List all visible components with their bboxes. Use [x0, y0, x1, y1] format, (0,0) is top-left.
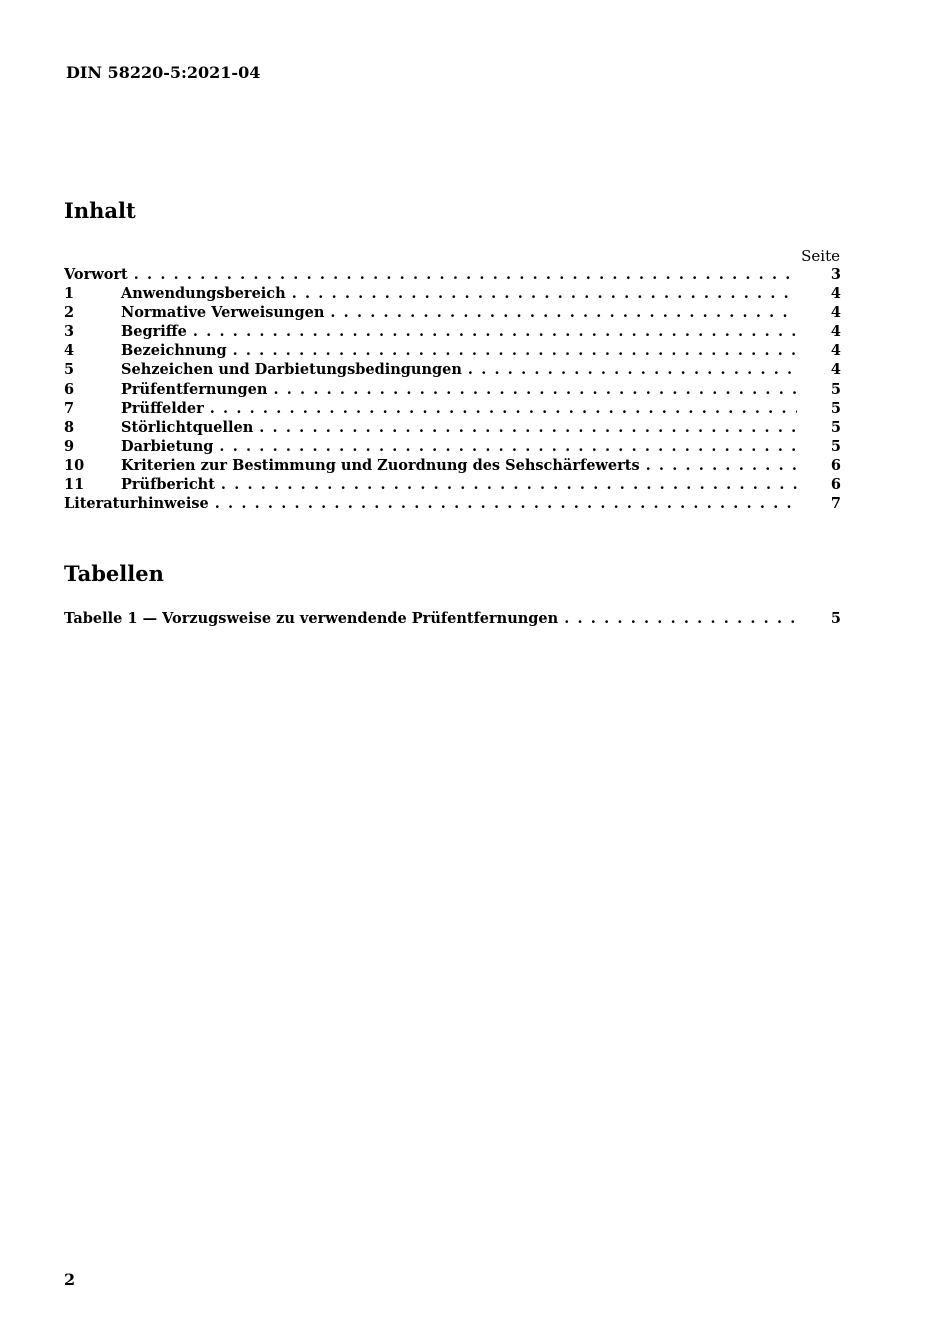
toc-entry-title: Vorwort [64, 266, 128, 283]
toc-leader-dots [273, 380, 797, 399]
toc-entry-page: 4 [830, 361, 841, 379]
toc-leader-dots [646, 456, 797, 475]
document-code: DIN 58220-5:2021-04 [66, 63, 261, 82]
toc-entry-8[interactable] [64, 418, 841, 437]
toc-leader-dots [221, 475, 797, 494]
toc-leader-dots [233, 341, 797, 360]
toc-entry-number: 9 [64, 437, 75, 455]
toc-entry-title: Begriffe [121, 323, 187, 341]
toc-leader-dots [134, 265, 797, 284]
toc-entry-title: Prüfentfernungen [121, 380, 268, 398]
page-column-label: Seite [801, 247, 840, 265]
toc-entry-page: 4 [830, 304, 841, 322]
toc-entry-title: Prüfbericht [121, 476, 215, 494]
toc-entry-10[interactable] [64, 456, 841, 475]
toc-entry-number: 3 [64, 323, 75, 341]
toc-leader-dots [468, 360, 797, 379]
toc-entry-number: 4 [64, 342, 75, 360]
toc-entry-6[interactable] [64, 380, 841, 399]
toc-leader-dots [259, 418, 797, 437]
toc-entry-number: 6 [64, 380, 75, 398]
list-of-tables [64, 609, 841, 628]
toc-leader-dots [219, 437, 797, 456]
toc-entry-title: Anwendungsbereich [121, 285, 286, 303]
toc-entry-number: 5 [64, 361, 75, 379]
toc-entry-page: 6 [830, 456, 841, 474]
toc-entry-title: Normative Verweisungen [121, 304, 325, 322]
tables-heading: Tabellen [64, 561, 164, 586]
table-entry-title: Tabelle 1 — Vorzugsweise zu verwendende Prüfentfernungen [64, 610, 559, 627]
toc-entry-4[interactable] [64, 341, 841, 360]
toc-entry-page: 5 [830, 399, 841, 417]
toc-leader-dots [215, 494, 797, 513]
toc-entry-title: Literaturhinweise [64, 495, 209, 513]
toc-entry-page: 5 [830, 437, 841, 455]
toc-entry-literaturhinweise[interactable] [64, 494, 841, 513]
toc-entry-title: Sehzeichen und Darbietungsbedingungen [121, 361, 462, 379]
toc-entry-number: 1 [64, 285, 75, 303]
toc-entry-number: 7 [64, 399, 75, 417]
toc-entry-title: Bezeichnung [121, 342, 227, 360]
toc-entry-2[interactable] [64, 303, 841, 322]
table-of-contents [64, 265, 841, 513]
toc-entry-9[interactable] [64, 437, 841, 456]
toc-leader-dots [330, 303, 797, 322]
toc-leader-dots [564, 609, 797, 628]
toc-entry-vorwort[interactable] [64, 265, 841, 284]
page-number: 2 [64, 1270, 76, 1289]
toc-entry-number: 11 [64, 476, 85, 494]
toc-entry-page: 4 [830, 342, 841, 360]
toc-entry-page: 4 [830, 323, 841, 341]
toc-entry-title: Störlichtquellen [121, 418, 254, 436]
toc-entry-page: 6 [830, 476, 841, 494]
toc-entry-page: 4 [830, 285, 841, 303]
toc-entry-1[interactable] [64, 284, 841, 303]
contents-heading: Inhalt [64, 198, 136, 223]
toc-entry-number: 8 [64, 418, 75, 436]
toc-entry-3[interactable] [64, 322, 841, 341]
toc-entry-title: Kriterien zur Bestimmung und Zuordnung des Sehschärfewerts [121, 456, 640, 474]
toc-leader-dots [292, 284, 797, 303]
table-entry-page: 5 [830, 610, 841, 627]
toc-leader-dots [193, 322, 797, 341]
toc-entry-page: 5 [830, 380, 841, 398]
table-entry-1[interactable] [64, 609, 841, 628]
toc-leader-dots [210, 399, 797, 418]
toc-entry-number: 2 [64, 304, 75, 322]
toc-entry-page: 3 [830, 266, 841, 283]
toc-entry-page: 7 [830, 495, 841, 513]
toc-entry-page: 5 [830, 418, 841, 436]
toc-entry-title: Prüffelder [121, 399, 204, 417]
toc-entry-number: 10 [64, 456, 85, 474]
toc-entry-7[interactable] [64, 399, 841, 418]
toc-entry-5[interactable] [64, 360, 841, 379]
toc-entry-title: Darbietung [121, 437, 214, 455]
toc-entry-11[interactable] [64, 475, 841, 494]
